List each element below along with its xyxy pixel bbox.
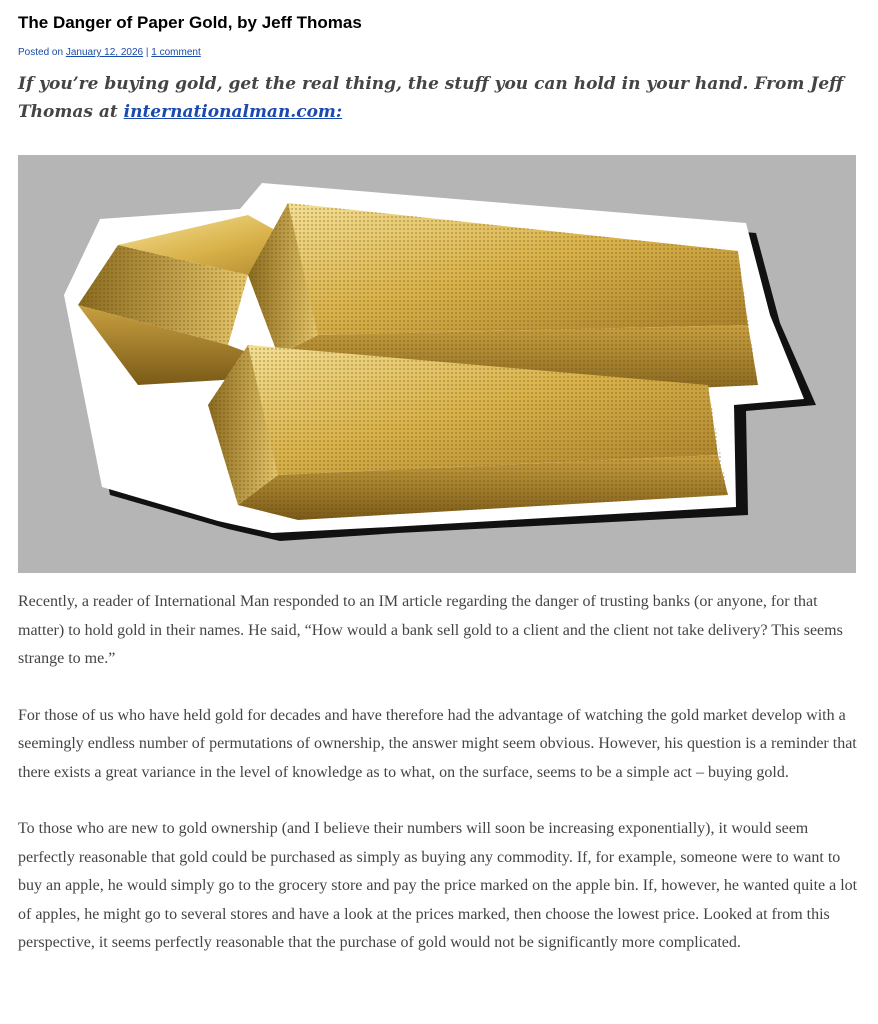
post-meta: [18, 47, 201, 58]
paragraph-3: To those who are new to gold ownership (and I believe their numbers will soon be increasing exponentially), it would seem perfectly reasonable that gold could be purchased as simply as buying any commodity. If, for example, someone were to want to buy an apple, he would simply go to the grocery store and pay the price marked on the apple bin. If, however, he wanted quite a lot of apples, he might go to several stores and have a look at the prices marked, then choose the lowest price. Looked at from this perspective, it seems perfectly reasonable that the purchase of gold would not be significantly more complicated.: [18, 820, 858, 951]
meta-separator: |: [145, 47, 149, 58]
paragraph-2: For those of us who have held gold for decades and have therefore had the advantage of watching the gold market develop with a seemingly endless number of permutations of ownership, the answer might seem obvious. However, his question is a reminder that there exists a great variance in the level of knowledge as to what, on the surface, seems to be a simple act – buying gold.: [18, 706, 857, 781]
lead-paragraph: [18, 70, 856, 126]
lead-text: If you’re buying gold, get the real thing, the stuff you can hold in your hand. From Jeff Thomas at: [18, 74, 844, 122]
source-link[interactable]: internationalman.com:: [123, 102, 343, 122]
comments-link[interactable]: 1 comment: [151, 47, 201, 58]
post-date-link[interactable]: January 12, 2026: [65, 47, 144, 58]
paragraph-1: Recently, a reader of International Man responded to an IM article regarding the danger of trusting banks (or anyone, for that matter) to hold gold in their names. He said, “How would a bank sell gold to a client and the client not take delivery? This seems strange to me.”: [18, 593, 843, 667]
article-body: [18, 588, 858, 986]
post-title: The Danger of Paper Gold, by Jeff Thomas: [18, 13, 362, 32]
posted-on-label: Posted on: [18, 47, 64, 58]
gold-bars-image: [18, 155, 856, 573]
gold-bars-illustration: [18, 155, 856, 573]
